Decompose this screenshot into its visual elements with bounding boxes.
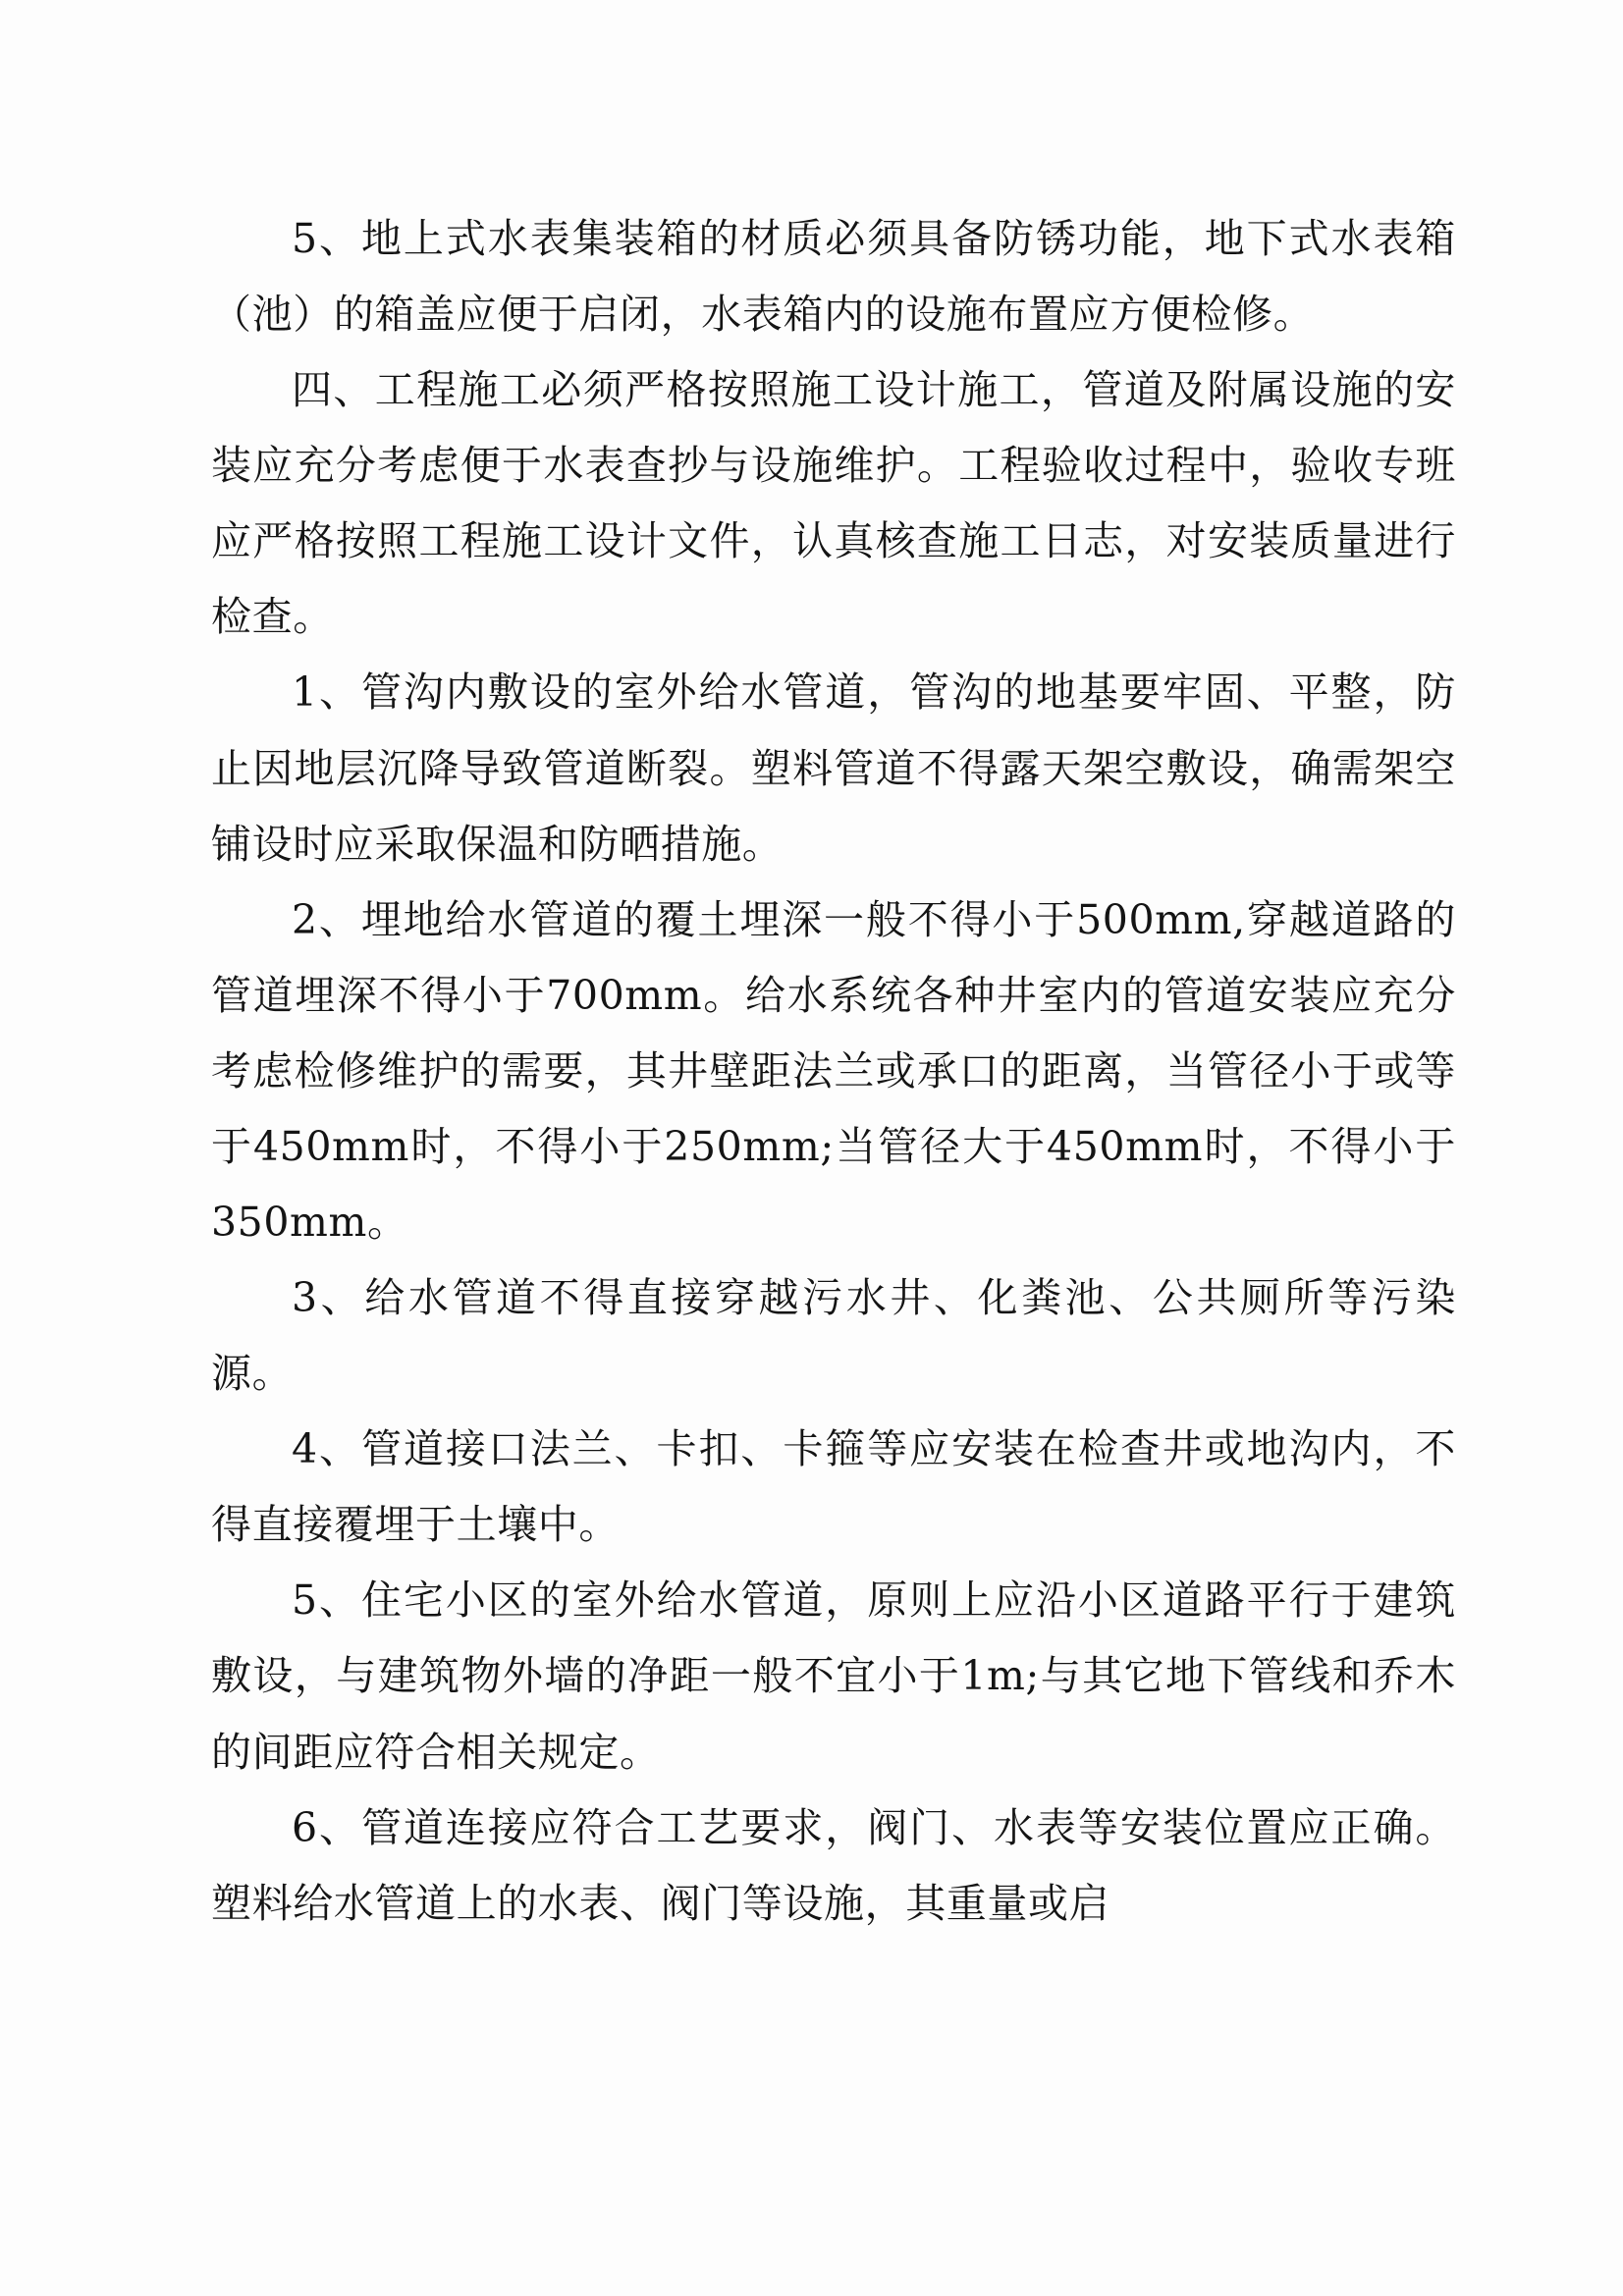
paragraph: 5、住宅小区的室外给水管道，原则上应沿小区道路平行于建筑敷设，与建筑物外墙的净距一般不宜小于1m;与其它地下管线和乔木的间距应符合相关规定。 (211, 1576, 1456, 1776)
paragraph: 6、管道连接应符合工艺要求，阀门、水表等安装位置应正确。塑料给水管道上的水表、阀门等设施，其重量或启 (211, 1803, 1456, 1927)
paragraph: 3、给水管道不得直接穿越污水井、化粪池、公共厕所等污染源。 (211, 1274, 1456, 1398)
paragraph: 4、管道接口法兰、卡扣、卡箍等应安装在检查井或地沟内，不得直接覆埋于土壤中。 (211, 1425, 1456, 1549)
paragraph: 5、地上式水表集装箱的材质必须具备防锈功能，地下式水表箱（池）的箱盖应便于启闭，水表箱内的设施布置应方便检修。 (211, 215, 1456, 339)
paragraph: 四、工程施工必须严格按照施工设计施工，管道及附属设施的安装应充分考虑便于水表查抄与设施维护。工程验收过程中，验收专班应严格按照工程施工设计文件，认真核查施工日志，对安装质量进行检查。 (211, 366, 1456, 641)
paragraph: 2、埋地给水管道的覆土埋深一般不得小于500mm,穿越道路的管道埋深不得小于700mm。给水系统各种井室内的管道安装应充分考虑检修维护的需要，其井壁距法兰或承口的距离，当管径小于或等于450mm时，不得小于250mm;当管径大于450mm时，不得小于350mm。 (211, 895, 1456, 1247)
document-body (211, 201, 1456, 1942)
paragraph: 1、管沟内敷设的室外给水管道，管沟的地基要牢固、平整，防止因地层沉降导致管道断裂。塑料管道不得露天架空敷设，确需架空铺设时应采取保温和防晒措施。 (211, 668, 1456, 868)
